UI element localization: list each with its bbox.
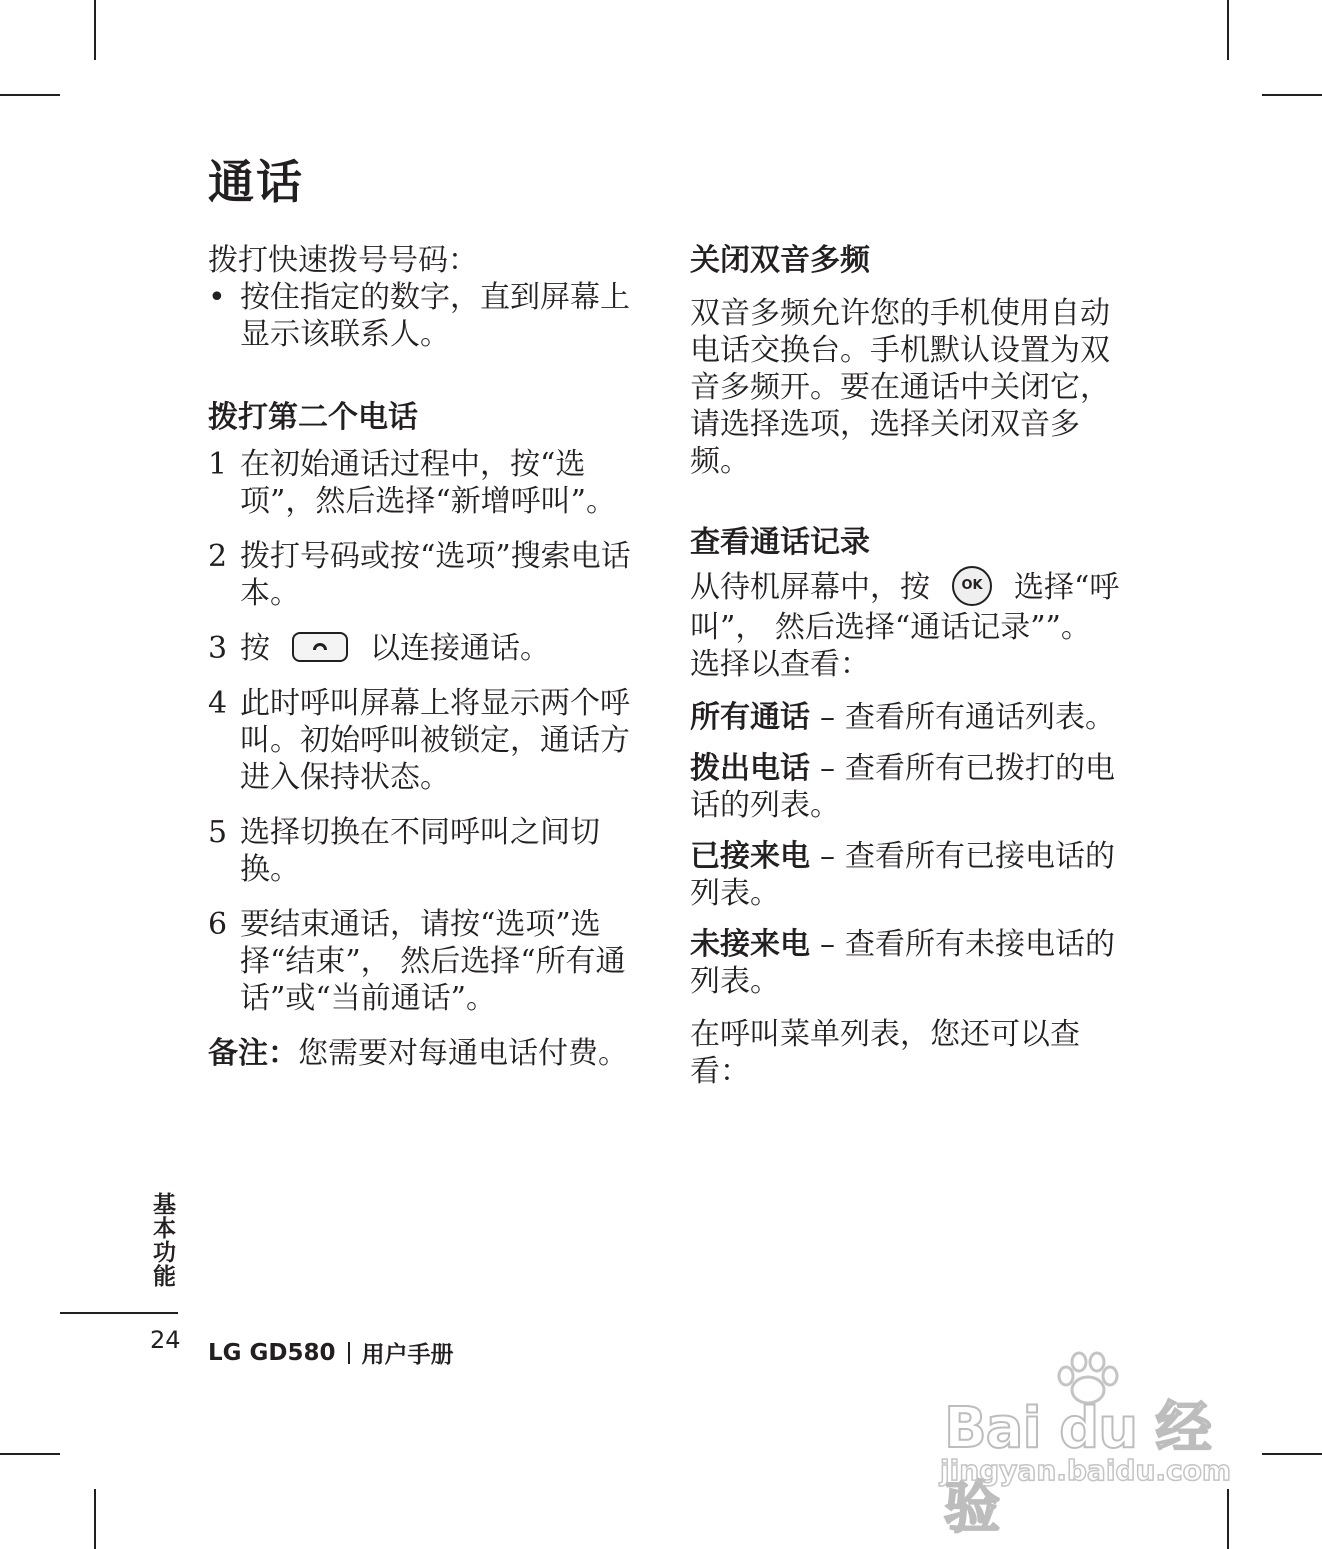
dtmf-text: 双音多频允许您的手机使用自动电话交换台。手机默认设置为双音多频开。要在通话中关闭它，请选择选项，选择关闭双音多频。 [690,296,1110,479]
definition-term: 拨出电话 [690,751,810,786]
page-title: 通话 [208,155,304,209]
step-item [208,814,643,888]
speed-dial-intro: 拨打快速拨号号码： [208,243,478,278]
definition-dash: – [820,839,835,874]
step-text: 拨打号码或按“选项”搜索电话本。 [240,539,631,611]
second-call-heading: 拨打第二个电话 [208,400,418,435]
step-text [240,630,643,667]
call-log-select: 选择以查看： [690,647,870,682]
crop-mark [1227,0,1229,60]
definition-item [690,699,1135,736]
step-number: 6 [208,907,228,942]
footer-separator [348,1342,350,1364]
step-item [208,906,643,1017]
definition-dash: – [820,927,835,962]
call-log-heading: 查看通话记录 [690,525,870,560]
step-text: 要结束通话，请按“选项”选择“结束”， 然后选择“所有通话”或“当前通话”。 [240,907,626,1016]
crop-mark [1262,94,1322,96]
footer-manual: 用户手册 [361,1342,454,1368]
page-number: 24 [150,1326,181,1354]
watermark-logo: Bai du 经验 [944,1396,1211,1541]
closing-text: 在呼叫菜单列表，您还可以查看： [690,1017,1080,1089]
definition-term: 所有通话 [690,700,810,735]
step-text-after: 以连接通话。 [370,631,550,666]
footer [208,1336,454,1369]
step-text: 在初始通话过程中，按“选项”，然后选择“新增呼叫”。 [240,447,617,519]
crop-mark [0,1453,60,1455]
step-item [208,538,643,612]
definition-dash: – [820,751,835,786]
step-number: 4 [208,686,228,721]
step-number: 1 [208,447,228,482]
watermark [940,1350,1240,1541]
bullet-text: 按住指定的数字，直到屏幕上显示该联系人。 [240,280,630,352]
watermark-url: jingyan.baidu.com [940,1454,1232,1487]
side-divider [60,1312,178,1314]
step-text: 选择切换在不同呼叫之间切换。 [240,815,600,887]
step-item [208,446,643,520]
step-text: 此时呼叫屏幕上将显示两个呼叫。初始呼叫被锁定，通话方进入保持状态。 [240,686,630,795]
step-item [208,685,643,796]
definition-desc: 查看所有已拨打的电话的列表。 [690,751,1115,823]
note [208,1035,643,1072]
definition-item [690,750,1135,824]
step-number: 2 [208,539,228,574]
bullet-mark: • [208,280,226,315]
call-log-text [690,569,1135,646]
footer-model: LG GD580 [208,1339,336,1366]
definition-term: 已接来电 [690,839,810,874]
left-column [208,242,643,1072]
call-log-before: 从待机屏幕中，按 [690,570,930,605]
crop-mark [1262,1453,1322,1455]
right-column [690,242,1135,1090]
step-text-before: 按 [240,631,270,666]
bullet-item [208,279,643,353]
definition-item [690,926,1135,1000]
call-key-icon [292,632,348,662]
definition-desc: 查看所有已接电话的列表。 [690,839,1115,911]
dtmf-heading: 关闭双音多频 [690,243,870,278]
definition-dash: – [820,700,835,735]
step-list [208,446,643,1017]
step-number: 5 [208,815,228,850]
step-number: 3 [208,631,228,666]
definition-term: 未接来电 [690,927,810,962]
note-label: 备注： [208,1036,298,1071]
call-log-after: 选择“呼叫”， 然后选择“通话记录””。 [690,570,1120,645]
definition-item [690,838,1135,912]
note-text: 您需要对每通电话付费。 [298,1036,628,1071]
ok-key-icon: OK [952,566,992,606]
section-tab: 基本功能 [149,1192,175,1288]
definition-desc: 查看所有通话列表。 [845,700,1115,735]
crop-mark [0,94,60,96]
step-item [208,630,643,667]
definition-desc: 查看所有未接电话的列表。 [690,927,1115,999]
crop-mark [94,1489,96,1549]
crop-mark [94,0,96,60]
